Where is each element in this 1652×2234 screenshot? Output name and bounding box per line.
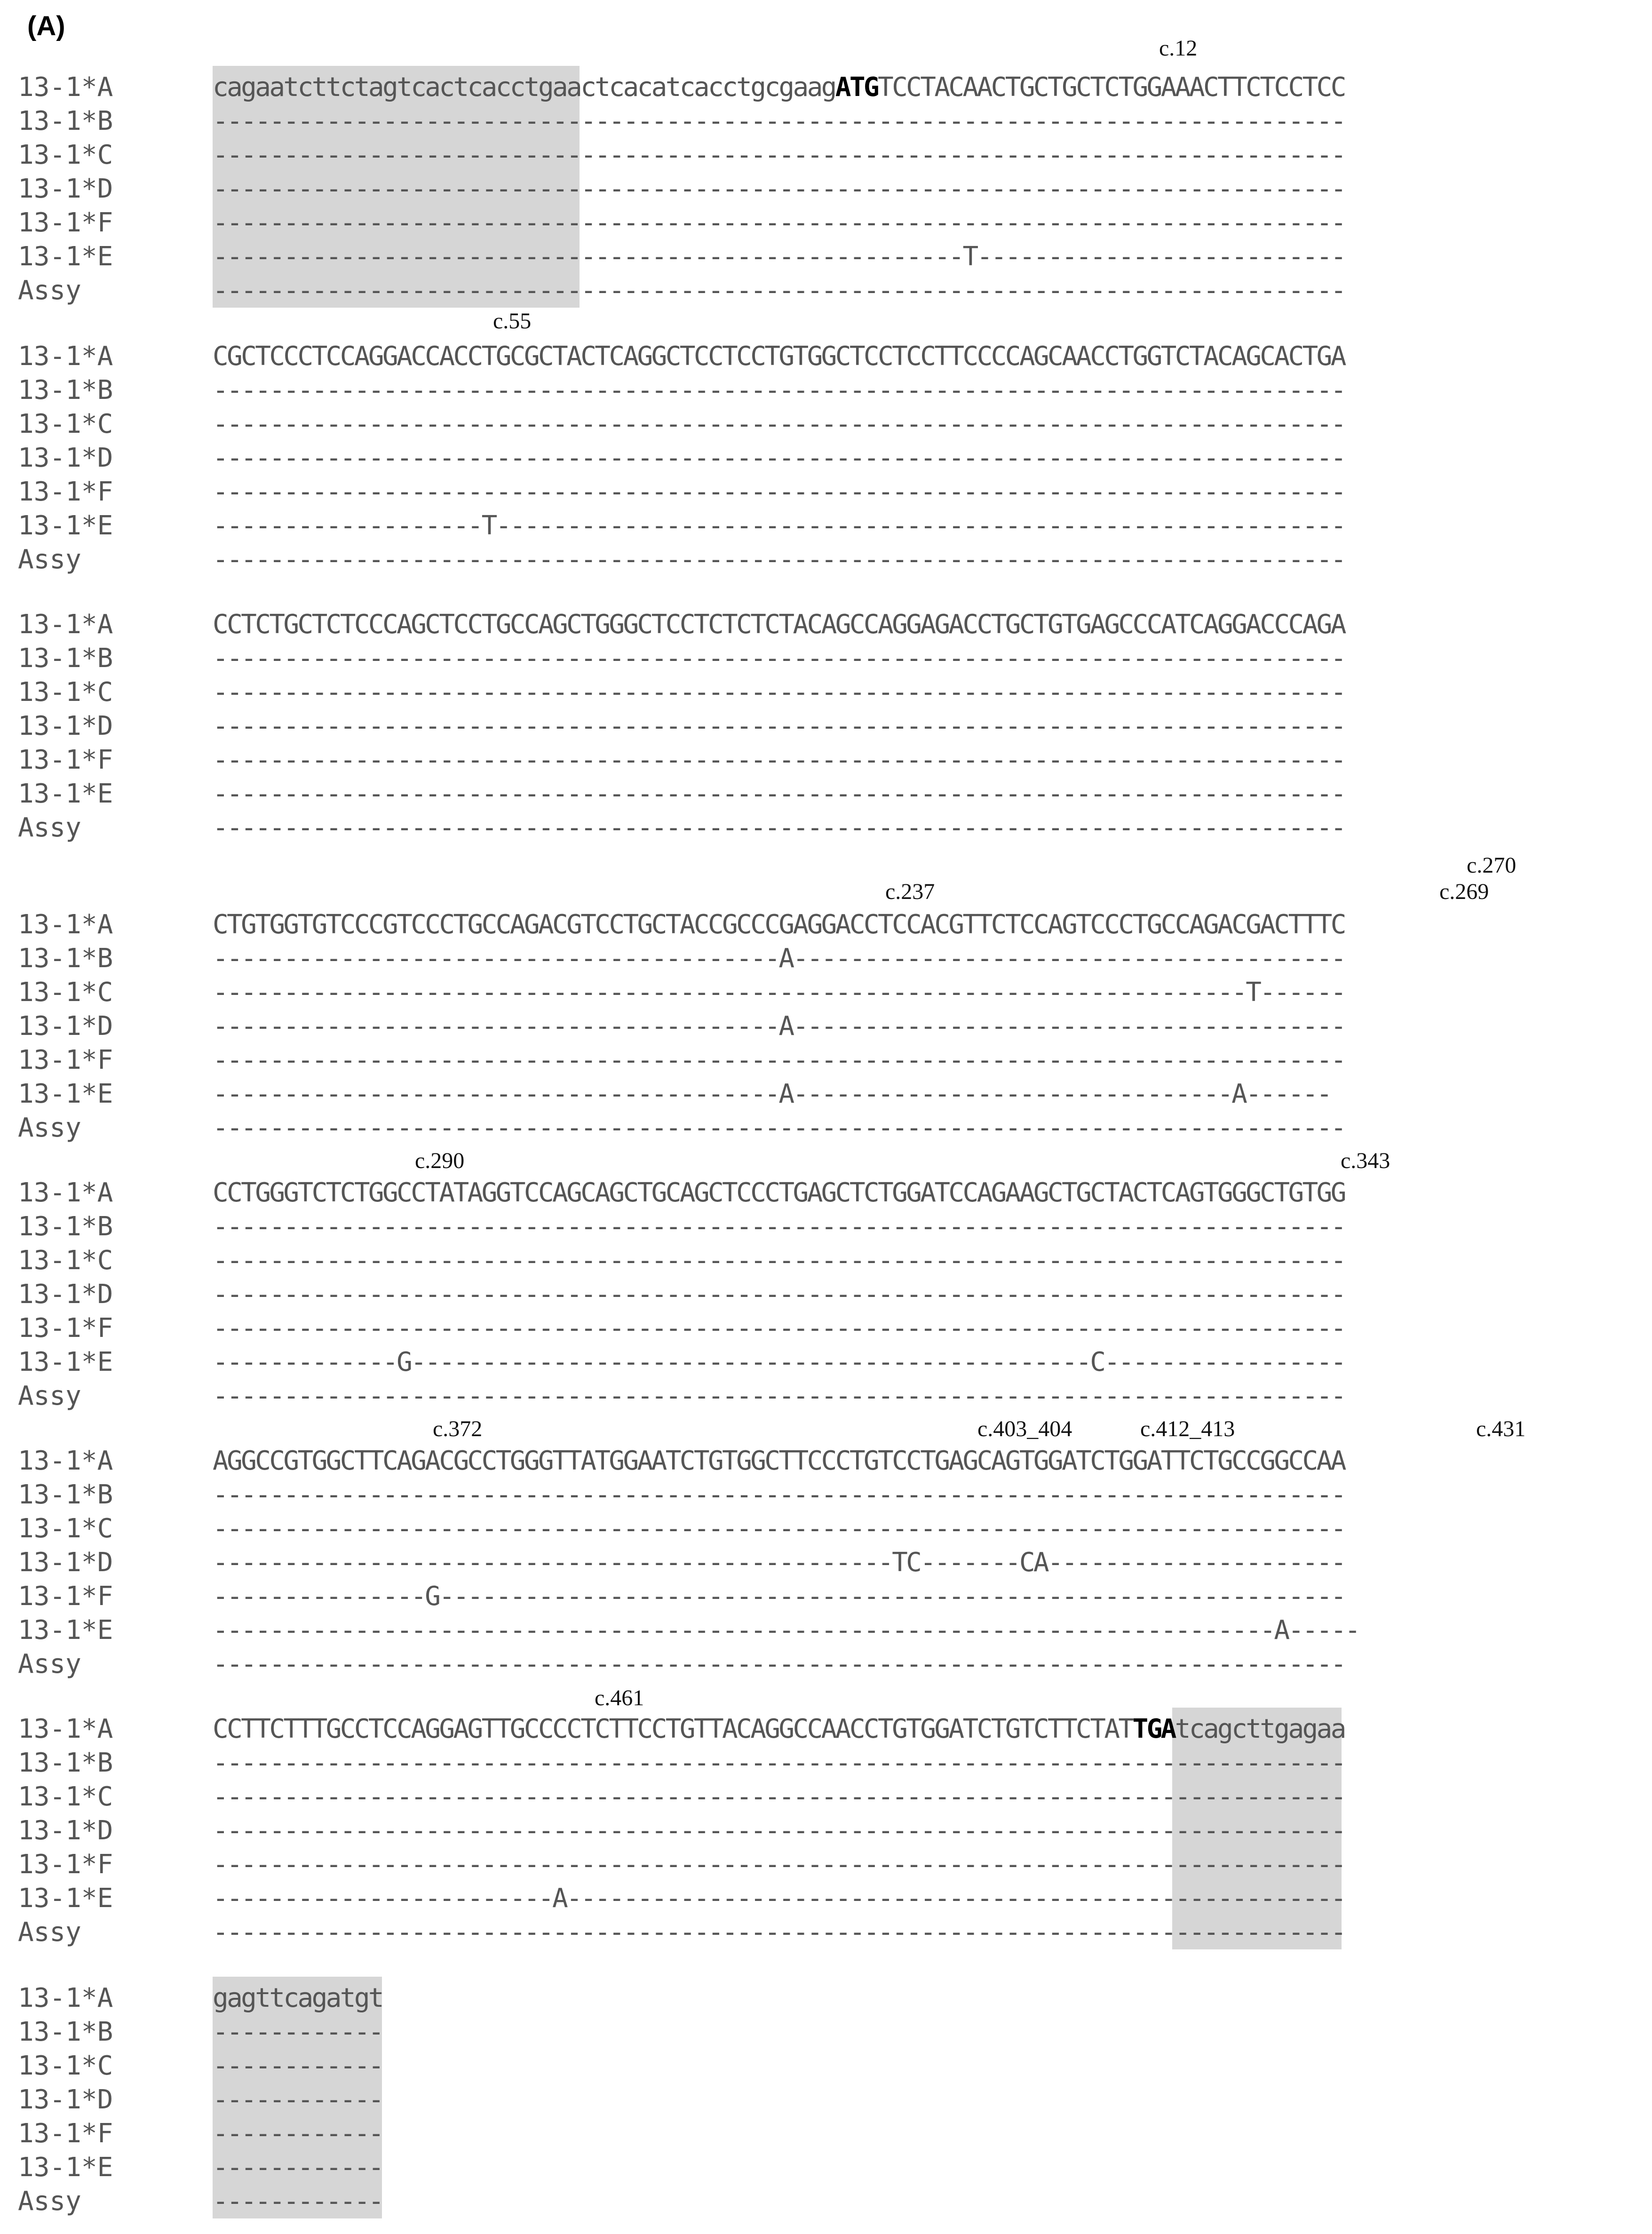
sequence-segment: -------------------------------------------------------------------------------- xyxy=(213,1649,1345,1679)
position-label: c.270 xyxy=(1467,853,1517,878)
sequence-segment: ------------ xyxy=(213,2051,383,2081)
sequence-name: 13-1*A xyxy=(18,1177,113,1208)
sequence-name: Assy xyxy=(18,275,81,306)
sequence-name: 13-1*C xyxy=(18,1245,113,1276)
sequence-text xyxy=(213,676,1345,709)
alignment-row xyxy=(0,1478,1652,1512)
position-label: c.237 xyxy=(885,879,935,904)
sequence-text xyxy=(213,2083,382,2117)
alignment-row xyxy=(0,1780,1652,1814)
alignment-row xyxy=(0,2185,1652,2218)
sequence-name: 13-1*E xyxy=(18,1615,113,1646)
sequence-name: 13-1*B xyxy=(18,375,113,405)
sequence-name: 13-1*F xyxy=(18,477,113,507)
sequence-segment: -------------------------------------------------------------------------------- xyxy=(213,477,1345,507)
sequence-segment: -------------------------------------------------------------------------------- xyxy=(213,1245,1345,1276)
sequence-name: 13-1*F xyxy=(18,745,113,775)
position-label: c.12 xyxy=(1159,36,1198,61)
alignment-row xyxy=(0,608,1652,642)
sequence-segment: -------------------------------------------------------------------------------- xyxy=(213,1381,1345,1411)
sequence-text xyxy=(213,509,1345,543)
alignment-row xyxy=(0,1848,1652,1882)
alignment-row xyxy=(0,2049,1652,2083)
alignment-row xyxy=(0,2015,1652,2049)
sequence-text xyxy=(213,1111,1345,1145)
sequence-segment: -------------------------------------------------------------------------------- xyxy=(213,140,1345,170)
sequence-segment: ---------------G---------------------------------------------------------------- xyxy=(213,1581,1345,1612)
sequence-name: 13-1*B xyxy=(18,106,113,136)
sequence-name: 13-1*D xyxy=(18,2084,113,2115)
sequence-text xyxy=(213,1546,1345,1580)
alignment-row xyxy=(0,274,1652,308)
sequence-name: 13-1*B xyxy=(18,2017,113,2047)
sequence-segment: -------------------------------------------------------------------------------- xyxy=(213,443,1345,473)
sequence-segment: -------------------------------------------------------------------------------- xyxy=(213,174,1345,204)
sequence-segment: CCTGGGTCTCTGGCCTATAGGTCCAGCAGCTGCAGCTCCCTGAGCTCTGGATCCAGAAGCTGCTACTCAGTGGGCTGTGG xyxy=(213,1177,1345,1208)
sequence-name: 13-1*E xyxy=(18,2152,113,2183)
sequence-text xyxy=(213,1814,1345,1848)
sequence-text xyxy=(213,1614,1359,1647)
sequence-segment: CCTCTGCTCTCCCAGCTCCTGCCAGCTGGGCTCCTCTCTCTACAGCCAGGAGACCTGCTGTGAGCCCATCAGGACCCAGA xyxy=(213,609,1345,640)
sequence-name: 13-1*A xyxy=(18,1714,113,1744)
sequence-text xyxy=(213,2117,382,2151)
sequence-segment: -------------------------------------------------------------------------------- xyxy=(213,1781,1345,1812)
sequence-name: 13-1*A xyxy=(18,609,113,640)
sequence-name: 13-1*E xyxy=(18,1079,113,1109)
alignment-row xyxy=(0,1882,1652,1916)
sequence-text xyxy=(213,1478,1345,1512)
sequence-text xyxy=(213,976,1345,1010)
sequence-name: 13-1*A xyxy=(18,72,113,103)
sequence-segment: ------------ xyxy=(213,2017,383,2047)
sequence-segment: -------------------------------------------------------------------------------- xyxy=(213,1313,1345,1344)
sequence-name: 13-1*F xyxy=(18,1313,113,1344)
alignment-row xyxy=(0,1512,1652,1546)
alignment-row xyxy=(0,676,1652,709)
codon-highlight: ATG xyxy=(835,72,878,103)
sequence-segment: -------------------------------------------------------------------------------- xyxy=(213,677,1345,708)
alignment-row xyxy=(0,1010,1652,1043)
sequence-text xyxy=(213,104,1345,138)
sequence-text xyxy=(213,1210,1345,1244)
sequence-text xyxy=(213,138,1345,172)
sequence-name: 13-1*D xyxy=(18,1547,113,1578)
sequence-name: 13-1*C xyxy=(18,1781,113,1812)
alignment-row xyxy=(0,1614,1652,1647)
sequence-text xyxy=(213,942,1345,976)
sequence-text xyxy=(213,1077,1331,1111)
sequence-segment: -----------------------------------------------------T-------------------------- xyxy=(213,241,1345,272)
alignment-row xyxy=(0,1278,1652,1312)
alignment-row xyxy=(0,1546,1652,1580)
sequence-name: 13-1*D xyxy=(18,1815,113,1846)
sequence-segment: TCCTACAACTGCTGCTCTGGAAACTTCTCCTCC xyxy=(878,72,1345,103)
sequence-text xyxy=(213,274,1345,308)
sequence-text xyxy=(213,2049,382,2083)
sequence-segment: -------------------------------------------------------------------------------- xyxy=(213,745,1345,775)
sequence-text xyxy=(213,709,1345,743)
sequence-segment: ------------ xyxy=(213,2084,383,2115)
sequence-segment: gagttcagatgt xyxy=(213,1983,383,2013)
alignment-row xyxy=(0,104,1652,138)
sequence-name: Assy xyxy=(18,1381,81,1411)
alignment-row xyxy=(0,1916,1652,1949)
sequence-segment: -------------------------------------------------------------------------------- xyxy=(213,1113,1345,1143)
alignment-row xyxy=(0,1379,1652,1413)
sequence-segment: ---------------------------------------------------------------------------A----- xyxy=(213,1615,1359,1646)
sequence-name: 13-1*B xyxy=(18,943,113,974)
sequence-segment: CGCTCCCTCCAGGACCACCTGCGCTACTCAGGCTCCTCCTGTGGCTCCTCCTTCCCCAGCAACCTGGTCTACAGCACTGA xyxy=(213,341,1345,372)
alignment-row xyxy=(0,642,1652,676)
sequence-segment: -------------------------------------------------------------------------------- xyxy=(213,409,1345,439)
sequence-segment: ----------------------------------------A--------------------------------------- xyxy=(213,943,1345,974)
sequence-segment: -------------------------------------------------------------------------------- xyxy=(213,1917,1345,1948)
sequence-text xyxy=(213,240,1345,274)
sequence-segment: -------------------------------------------------------------------------------- xyxy=(213,106,1345,136)
alignment-row xyxy=(0,976,1652,1010)
position-label: c.343 xyxy=(1341,1148,1390,1173)
position-label: c.372 xyxy=(433,1416,483,1441)
sequence-name: 13-1*E xyxy=(18,1347,113,1377)
sequence-segment: -------------------------------------------------------------------------------- xyxy=(213,207,1345,238)
sequence-text xyxy=(213,475,1345,509)
alignment-row xyxy=(0,543,1652,577)
alignment-row xyxy=(0,407,1652,441)
alignment-row xyxy=(0,777,1652,811)
alignment-row xyxy=(0,942,1652,976)
sequence-text xyxy=(213,1580,1345,1614)
sequence-segment: -------------------------------------------------------------------------------- xyxy=(213,779,1345,809)
sequence-text xyxy=(213,71,1345,104)
alignment-row xyxy=(0,908,1652,942)
sequence-segment: ------------------------------------------------TC-------CA--------------------- xyxy=(213,1547,1345,1578)
alignment-row xyxy=(0,206,1652,240)
alignment-row xyxy=(0,2117,1652,2151)
sequence-text xyxy=(213,1010,1345,1043)
sequence-segment: -------------G------------------------------------------------C----------------- xyxy=(213,1347,1345,1377)
sequence-segment: -------------------------------------------------------------------------------- xyxy=(213,1815,1345,1846)
sequence-text xyxy=(213,1244,1345,1278)
alignment-row xyxy=(0,2083,1652,2117)
alignment-row xyxy=(0,1176,1652,1210)
sequence-segment: -------------------------------------------------------------------------------- xyxy=(213,1479,1345,1510)
position-label: c.290 xyxy=(415,1148,465,1173)
alignment-row xyxy=(0,172,1652,206)
panel-label: (A) xyxy=(27,11,65,41)
sequence-text xyxy=(213,206,1345,240)
sequence-name: 13-1*E xyxy=(18,241,113,272)
sequence-segment: -------------------------------------------------------------------------------- xyxy=(213,812,1345,843)
alignment-row xyxy=(0,138,1652,172)
alignment-row xyxy=(0,1712,1652,1746)
sequence-text xyxy=(213,407,1345,441)
alignment-row xyxy=(0,1043,1652,1077)
sequence-segment: CTGTGGTGTCCCGTCCCTGCCAGACGTCCTGCTACCGCCCGAGGACCTCCACGTTCTCCAGTCCCTGCCAGACGACTTTC xyxy=(213,909,1345,940)
sequence-segment: ------------ xyxy=(213,2152,383,2183)
sequence-text xyxy=(213,1780,1345,1814)
alignment-row xyxy=(0,475,1652,509)
alignment-row xyxy=(0,374,1652,407)
sequence-name: Assy xyxy=(18,544,81,575)
sequence-text xyxy=(213,1882,1345,1916)
alignment-row xyxy=(0,743,1652,777)
sequence-name: 13-1*A xyxy=(18,341,113,372)
alignment-row xyxy=(0,1444,1652,1478)
sequence-segment: ----------------------------------------A-------------------------------A------ xyxy=(213,1079,1331,1109)
sequence-text xyxy=(213,340,1345,374)
sequence-name: Assy xyxy=(18,812,81,843)
sequence-segment: ------------ xyxy=(213,2118,383,2149)
sequence-text xyxy=(213,1512,1345,1546)
sequence-segment: ----------------------------------------A--------------------------------------- xyxy=(213,1011,1345,1041)
sequence-name: 13-1*F xyxy=(18,207,113,238)
sequence-text xyxy=(213,2015,382,2049)
sequence-name: 13-1*A xyxy=(18,1983,113,2013)
sequence-name: 13-1*A xyxy=(18,1446,113,1476)
sequence-name: 13-1*C xyxy=(18,677,113,708)
sequence-text xyxy=(213,543,1345,577)
position-label: c.412_413 xyxy=(1140,1416,1235,1441)
alignment-row xyxy=(0,1077,1652,1111)
sequence-name: 13-1*D xyxy=(18,443,113,473)
sequence-text xyxy=(213,642,1345,676)
sequence-segment: -------------------------------------------------------------------------------- xyxy=(213,643,1345,674)
alignment-row xyxy=(0,340,1652,374)
sequence-name: Assy xyxy=(18,1917,81,1948)
sequence-text xyxy=(213,1712,1345,1746)
sequence-text xyxy=(213,2185,382,2218)
sequence-name: 13-1*B xyxy=(18,1748,113,1778)
sequence-name: 13-1*C xyxy=(18,140,113,170)
sequence-text xyxy=(213,908,1345,942)
alignment-row xyxy=(0,240,1652,274)
sequence-segment: CCTTCTTTGCCTCCAGGAGTTGCCCCTCTTCCTGTTACAGGCCAACCTGTGGATCTGTCTTCTAT xyxy=(213,1714,1133,1744)
sequence-name: 13-1*C xyxy=(18,409,113,439)
position-label: c.431 xyxy=(1476,1416,1526,1441)
sequence-name: 13-1*F xyxy=(18,1849,113,1880)
sequence-name: Assy xyxy=(18,1649,81,1679)
alignment-row xyxy=(0,1647,1652,1681)
sequence-text xyxy=(213,1444,1345,1478)
sequence-text xyxy=(213,1345,1345,1379)
position-label: c.269 xyxy=(1439,879,1489,904)
sequence-name: 13-1*B xyxy=(18,1479,113,1510)
sequence-segment: -------------------------------------------------------------------------------- xyxy=(213,275,1345,306)
alignment-row xyxy=(0,811,1652,845)
sequence-segment: -------------------------------------------------------------------------T------ xyxy=(213,977,1345,1008)
alignment-row xyxy=(0,1345,1652,1379)
sequence-segment: -------------------------------------------------------------------------------- xyxy=(213,1513,1345,1544)
sequence-name: Assy xyxy=(18,1113,81,1143)
sequence-name: Assy xyxy=(18,2186,81,2217)
sequence-name: 13-1*E xyxy=(18,510,113,541)
sequence-name: 13-1*A xyxy=(18,909,113,940)
sequence-segment: -------------------------------------------------------------------------------- xyxy=(213,1849,1345,1880)
alignment-row xyxy=(0,1312,1652,1345)
alignment-row xyxy=(0,509,1652,543)
sequence-text xyxy=(213,374,1345,407)
alignment-row xyxy=(0,441,1652,475)
alignment-row xyxy=(0,71,1652,104)
sequence-name: 13-1*F xyxy=(18,1581,113,1612)
sequence-name: 13-1*E xyxy=(18,779,113,809)
sequence-segment: AGGCCGTGGCTTCAGACGCCTGGGTTATGGAATCTGTGGCTTCCCTGTCCTGAGCAGTGGATCTGGATTCTGCCGGCCAA xyxy=(213,1446,1345,1476)
sequence-segment: -------------------T------------------------------------------------------------ xyxy=(213,510,1345,541)
sequence-name: 13-1*D xyxy=(18,174,113,204)
sequence-text xyxy=(213,1746,1345,1780)
sequence-segment: -------------------------------------------------------------------------------- xyxy=(213,1211,1345,1242)
sequence-text xyxy=(213,441,1345,475)
sequence-text xyxy=(213,1647,1345,1681)
sequence-text xyxy=(213,1379,1345,1413)
sequence-name: 13-1*D xyxy=(18,711,113,741)
sequence-text xyxy=(213,1176,1345,1210)
sequence-text xyxy=(213,777,1345,811)
sequence-name: 13-1*D xyxy=(18,1011,113,1041)
sequence-text xyxy=(213,1848,1345,1882)
sequence-segment: -------------------------------------------------------------------------------- xyxy=(213,375,1345,405)
alignment-row xyxy=(0,1111,1652,1145)
sequence-segment: ------------ xyxy=(213,2186,383,2217)
sequence-segment: tcagcttgagaa xyxy=(1175,1714,1345,1744)
sequence-segment: cagaatcttctagtcactcacctgaactcacatcacctgcgaag xyxy=(213,72,835,103)
sequence-text xyxy=(213,1312,1345,1345)
sequence-segment: ------------------------A------------------------------------------------------- xyxy=(213,1883,1345,1914)
sequence-name: 13-1*B xyxy=(18,643,113,674)
sequence-segment: -------------------------------------------------------------------------------- xyxy=(213,1279,1345,1310)
alignment-row xyxy=(0,1210,1652,1244)
sequence-segment: -------------------------------------------------------------------------------- xyxy=(213,544,1345,575)
sequence-text xyxy=(213,1278,1345,1312)
sequence-segment: -------------------------------------------------------------------------------- xyxy=(213,711,1345,741)
codon-highlight: TGA xyxy=(1132,1714,1175,1744)
position-label: c.403_404 xyxy=(977,1416,1072,1441)
alignment-row xyxy=(0,709,1652,743)
sequence-text xyxy=(213,743,1345,777)
sequence-text xyxy=(213,172,1345,206)
sequence-name: 13-1*C xyxy=(18,1513,113,1544)
sequence-text xyxy=(213,1043,1345,1077)
sequence-name: 13-1*E xyxy=(18,1883,113,1914)
sequence-text xyxy=(213,811,1345,845)
sequence-text xyxy=(213,1916,1345,1949)
sequence-segment: -------------------------------------------------------------------------------- xyxy=(213,1045,1345,1075)
position-label: c.461 xyxy=(595,1685,644,1710)
sequence-text xyxy=(213,1981,382,2015)
sequence-name: 13-1*B xyxy=(18,1211,113,1242)
sequence-segment: -------------------------------------------------------------------------------- xyxy=(213,1748,1345,1778)
alignment-row xyxy=(0,1244,1652,1278)
sequence-text xyxy=(213,608,1345,642)
alignment-row xyxy=(0,1814,1652,1848)
position-label: c.55 xyxy=(493,309,532,334)
sequence-name: 13-1*C xyxy=(18,2051,113,2081)
alignment-row xyxy=(0,1746,1652,1780)
sequence-name: 13-1*F xyxy=(18,1045,113,1075)
alignment-row xyxy=(0,2151,1652,2185)
sequence-name: 13-1*D xyxy=(18,1279,113,1310)
sequence-name: 13-1*F xyxy=(18,2118,113,2149)
alignment-row xyxy=(0,1981,1652,2015)
alignment-row xyxy=(0,1580,1652,1614)
sequence-name: 13-1*C xyxy=(18,977,113,1008)
sequence-text xyxy=(213,2151,382,2185)
